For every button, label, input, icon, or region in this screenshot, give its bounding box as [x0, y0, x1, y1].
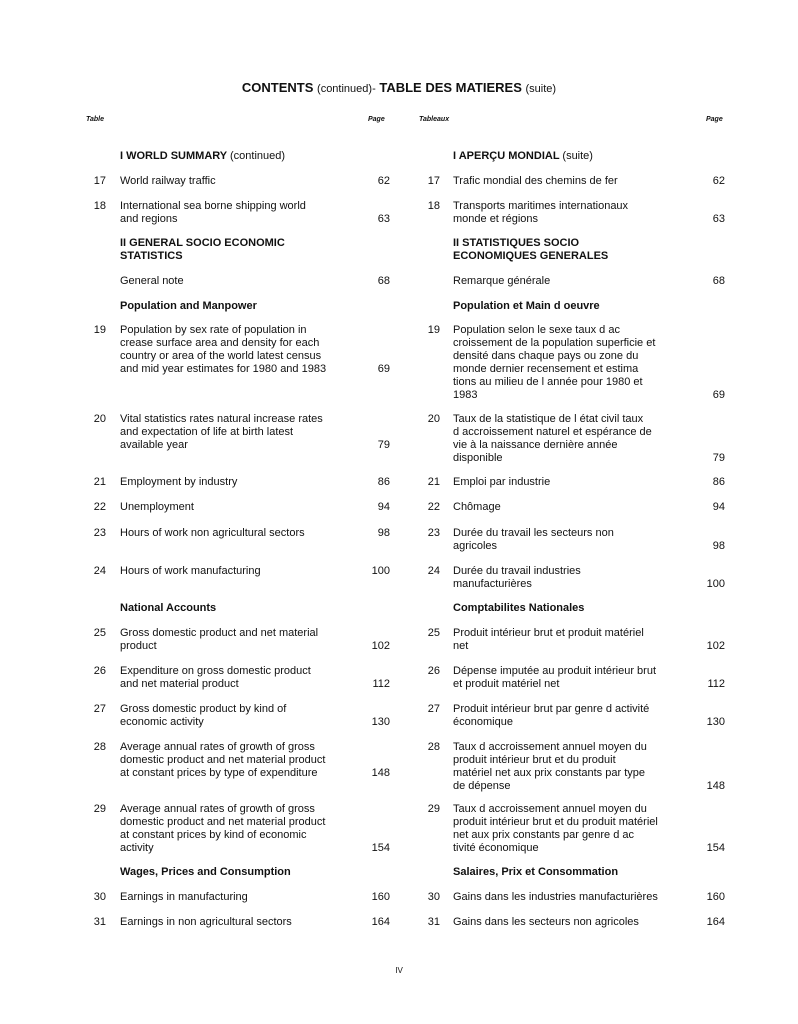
- toc-line: Employment by industry: [120, 476, 238, 488]
- toc-page: 79: [712, 452, 725, 464]
- toc-entry-text: [120, 627, 318, 653]
- section-heading: [453, 150, 593, 163]
- subsection-heading: Comptabilites Nationales: [453, 602, 585, 614]
- toc-number: 24: [93, 565, 106, 577]
- toc-number: 23: [427, 527, 440, 539]
- toc-page: 69: [712, 389, 725, 401]
- title-fr: TABLE DES MATIERES: [379, 80, 522, 95]
- toc-line: densité dans chaque pays ou zone du: [453, 350, 639, 362]
- toc-number: 30: [427, 891, 440, 903]
- toc-entry-text: [120, 703, 286, 729]
- toc-entry-text: [120, 565, 261, 578]
- toc-number: 17: [427, 175, 440, 187]
- toc-page: 100: [706, 578, 725, 590]
- toc-entry-text: [120, 175, 216, 188]
- toc-line: net aux prix constants par genre d ac: [453, 829, 634, 841]
- toc-number: 21: [93, 476, 106, 488]
- toc-line: Average annual rates of growth of gross: [120, 803, 315, 815]
- toc-line: Durée du travail industries: [453, 565, 581, 577]
- toc-line: produit intérieur brut et du produit matériel: [453, 816, 658, 828]
- toc-number: 22: [427, 501, 440, 513]
- toc-number: 28: [93, 741, 106, 753]
- toc-page: 86: [377, 476, 390, 488]
- toc-page: 63: [377, 213, 390, 225]
- header-page: Page: [368, 116, 385, 123]
- toc-line: Expenditure on gross domestic product: [120, 665, 311, 677]
- toc-entry-text: [453, 501, 501, 514]
- toc-number: 30: [93, 891, 106, 903]
- toc-number: 26: [93, 665, 106, 677]
- toc-entry-text: [120, 803, 325, 855]
- toc-line: net: [453, 640, 469, 652]
- toc-entry-text: [453, 891, 658, 904]
- title-en-cont: (continued)-: [317, 83, 376, 95]
- toc-entry-text: [120, 476, 237, 489]
- toc-page: 154: [371, 842, 390, 854]
- toc-entry-text: [120, 527, 305, 540]
- toc-page: 68: [377, 275, 390, 287]
- toc-entry-text: [453, 703, 649, 729]
- toc-line: Unemployment: [120, 501, 194, 513]
- toc-line: disponible: [453, 452, 503, 464]
- section-cont: (suite): [562, 150, 593, 162]
- toc-page: 79: [377, 439, 390, 451]
- toc-number: 18: [93, 200, 106, 212]
- toc-line: vie à la naissance dernière année: [453, 439, 618, 451]
- toc-line: Produit intérieur brut par genre d activité: [453, 703, 650, 715]
- subsection-heading: National Accounts: [120, 602, 217, 614]
- toc-entry-text: [120, 891, 248, 904]
- toc-line: Earnings in manufacturing: [120, 891, 248, 903]
- section-line: ECONOMIQUES GENERALES: [453, 250, 609, 262]
- toc-line: monde dernier recensement et estima: [453, 363, 639, 375]
- toc-page: 102: [371, 640, 390, 652]
- section-label: I WORLD SUMMARY: [120, 150, 227, 162]
- toc-number: 21: [427, 476, 440, 488]
- toc-entry-text: Remarque générale: [453, 275, 551, 287]
- toc-line: Population by sex rate of population in: [120, 324, 307, 336]
- toc-line: Earnings in non agricultural sectors: [120, 916, 292, 928]
- toc-number: 28: [427, 741, 440, 753]
- toc-page: 63: [712, 213, 725, 225]
- subsection-heading: Population et Main d oeuvre: [453, 300, 600, 312]
- toc-entry-text: [453, 413, 652, 465]
- section-label: I APERÇU MONDIAL: [453, 150, 560, 162]
- toc-page: 148: [371, 767, 390, 779]
- page-number: IV: [395, 966, 403, 975]
- subsection-heading: Salaires, Prix et Consommation: [453, 866, 619, 878]
- toc-line: at constant prices by type of expenditure: [120, 767, 318, 779]
- toc-page: 154: [706, 842, 725, 854]
- toc-page: 98: [712, 540, 725, 552]
- toc-line: Emploi par industrie: [453, 476, 551, 488]
- toc-number: 26: [427, 665, 440, 677]
- section-cont: (continued): [230, 150, 286, 162]
- toc-page: 160: [706, 891, 725, 903]
- toc-line: manufacturières: [453, 578, 532, 590]
- toc-number: 25: [93, 627, 106, 639]
- toc-line: économique: [453, 716, 513, 728]
- toc-page: 68: [712, 275, 725, 287]
- toc-entry-text: [453, 200, 628, 226]
- title-fr-cont: (suite): [525, 83, 557, 95]
- toc-number: 19: [427, 324, 440, 336]
- section-heading: [120, 150, 285, 163]
- toc-line: Hours of work manufacturing: [120, 565, 261, 577]
- toc-entry-text: [120, 916, 292, 929]
- toc-line: economic activity: [120, 716, 204, 728]
- toc-entry-text: [120, 741, 325, 780]
- section-line: STATISTICS: [120, 250, 183, 262]
- toc-entry-text: [453, 476, 550, 489]
- toc-number: 29: [93, 803, 106, 815]
- toc-line: de dépense: [453, 780, 511, 792]
- toc-page: 130: [371, 716, 390, 728]
- toc-entry-text: [453, 527, 614, 553]
- toc-page: 164: [371, 916, 390, 928]
- toc-line: Dépense imputée au produit intérieur brut: [453, 665, 657, 677]
- toc-number: 24: [427, 565, 440, 577]
- toc-line: available year: [120, 439, 188, 451]
- toc-entry-text: [453, 565, 581, 591]
- toc-line: tivité économique: [453, 842, 539, 854]
- toc-line: and net material product: [120, 678, 239, 690]
- section-line: II GENERAL SOCIO ECONOMIC: [120, 237, 285, 249]
- header-tableaux: Tableaux: [419, 116, 450, 123]
- toc-page: 62: [377, 175, 390, 187]
- toc-line: Population selon le sexe taux d ac: [453, 324, 620, 336]
- toc-entry-text: [120, 413, 323, 452]
- toc-line: country or area of the world latest census: [120, 350, 322, 362]
- toc-number: 22: [93, 501, 106, 513]
- toc-line: Vital statistics rates natural increase rates: [120, 413, 323, 425]
- toc-line: International sea borne shipping world: [120, 200, 306, 212]
- toc-entry-text: [453, 916, 639, 929]
- toc-page: 130: [706, 716, 725, 728]
- toc-line: matériel net aux prix constants par type: [453, 767, 645, 779]
- subsection-heading: Wages, Prices and Consumption: [120, 866, 291, 878]
- toc-line: et produit matériel net: [453, 678, 560, 690]
- subsection-heading: Population and Manpower: [120, 300, 257, 312]
- toc-page: 94: [377, 501, 390, 513]
- toc-number: 27: [93, 703, 106, 715]
- toc-entry-text: [453, 665, 656, 691]
- toc-line: product: [120, 640, 157, 652]
- toc-line: Durée du travail les secteurs non: [453, 527, 614, 539]
- toc-line: monde et régions: [453, 213, 538, 225]
- toc-entry-text: [453, 175, 618, 188]
- toc-entry-text: [453, 803, 658, 855]
- title-en: CONTENTS: [241, 80, 314, 95]
- toc-line: agricoles: [453, 540, 498, 552]
- toc-page: 112: [707, 678, 725, 690]
- toc-line: tions au milieu de l année pour 1980 et: [453, 376, 643, 388]
- toc-line: Hours of work non agricultural sectors: [120, 527, 305, 539]
- toc-entry-text: [120, 501, 194, 514]
- toc-line: and regions: [120, 213, 178, 225]
- toc-line: Gains dans les secteurs non agricoles: [453, 916, 639, 928]
- toc-number: 31: [93, 916, 106, 928]
- toc-entry-text: [120, 200, 306, 226]
- toc-line: croissement de la population superficie et: [453, 337, 656, 349]
- toc-page: 112: [372, 678, 390, 690]
- toc-number: 27: [427, 703, 440, 715]
- section-heading: [120, 237, 285, 263]
- header-table: Table: [86, 116, 105, 123]
- toc-line: Transports maritimes internationaux: [453, 200, 629, 212]
- toc-page: 148: [706, 780, 725, 792]
- toc-page: 164: [706, 916, 725, 928]
- toc-page: 86: [712, 476, 725, 488]
- toc-line: Gross domestic product by kind of: [120, 703, 287, 715]
- toc-line: 1983: [453, 389, 478, 401]
- toc-line: Trafic mondial des chemins de fer: [453, 175, 618, 187]
- toc-page: 62: [712, 175, 725, 187]
- toc-line: Chômage: [453, 501, 501, 513]
- toc-line: domestic product and net material product: [120, 816, 326, 828]
- toc-page: 94: [712, 501, 725, 513]
- toc-page: 100: [371, 565, 390, 577]
- toc-entry-text: [120, 324, 326, 376]
- toc-page: 69: [377, 363, 390, 375]
- toc-number: 20: [93, 413, 106, 425]
- toc-entry-text: [453, 324, 655, 402]
- header-page-fr: Page: [706, 116, 723, 123]
- toc-line: and mid year estimates for 1980 and 1983: [120, 363, 327, 375]
- toc-number: 31: [427, 916, 440, 928]
- toc-line: d accroissement naturel et espérance de: [453, 426, 652, 438]
- toc-line: Average annual rates of growth of gross: [120, 741, 315, 753]
- page-title: [0, 80, 798, 95]
- toc-entry-text: [453, 741, 647, 793]
- section-line: II STATISTIQUES SOCIO: [453, 237, 580, 249]
- toc-number: 29: [427, 803, 440, 815]
- toc-line: World railway traffic: [120, 175, 216, 187]
- toc-number: 20: [427, 413, 440, 425]
- toc-line: Taux de la statistique de l état civil taux: [453, 413, 644, 425]
- toc-line: and expectation of life at birth latest: [120, 426, 294, 438]
- toc-line: Gross domestic product and net material: [120, 627, 319, 639]
- toc-line: crease surface area and density for each: [120, 337, 320, 349]
- toc-number: 18: [427, 200, 440, 212]
- toc-number: 19: [93, 324, 106, 336]
- toc-line: domestic product and net material product: [120, 754, 326, 766]
- toc-line: Gains dans les industries manufacturières: [453, 891, 658, 903]
- toc-number: 17: [93, 175, 106, 187]
- toc-entry-text: [120, 665, 311, 691]
- toc-line: at constant prices by kind of economic: [120, 829, 307, 841]
- toc-entry-text: [453, 627, 644, 653]
- toc-line: Taux d accroissement annuel moyen du: [453, 803, 647, 815]
- toc-line: Taux d accroissement annuel moyen du: [453, 741, 647, 753]
- toc-number: 25: [427, 627, 440, 639]
- toc-line: Produit intérieur brut et produit matériel: [453, 627, 644, 639]
- toc-page: 160: [371, 891, 390, 903]
- toc-page: 98: [377, 527, 390, 539]
- toc-line: activity: [120, 842, 154, 854]
- toc-line: produit intérieur brut et du produit: [453, 754, 616, 766]
- toc-page: 102: [706, 640, 725, 652]
- toc-entry-text: General note: [120, 275, 184, 287]
- section-heading: [453, 237, 608, 263]
- toc-number: 23: [93, 527, 106, 539]
